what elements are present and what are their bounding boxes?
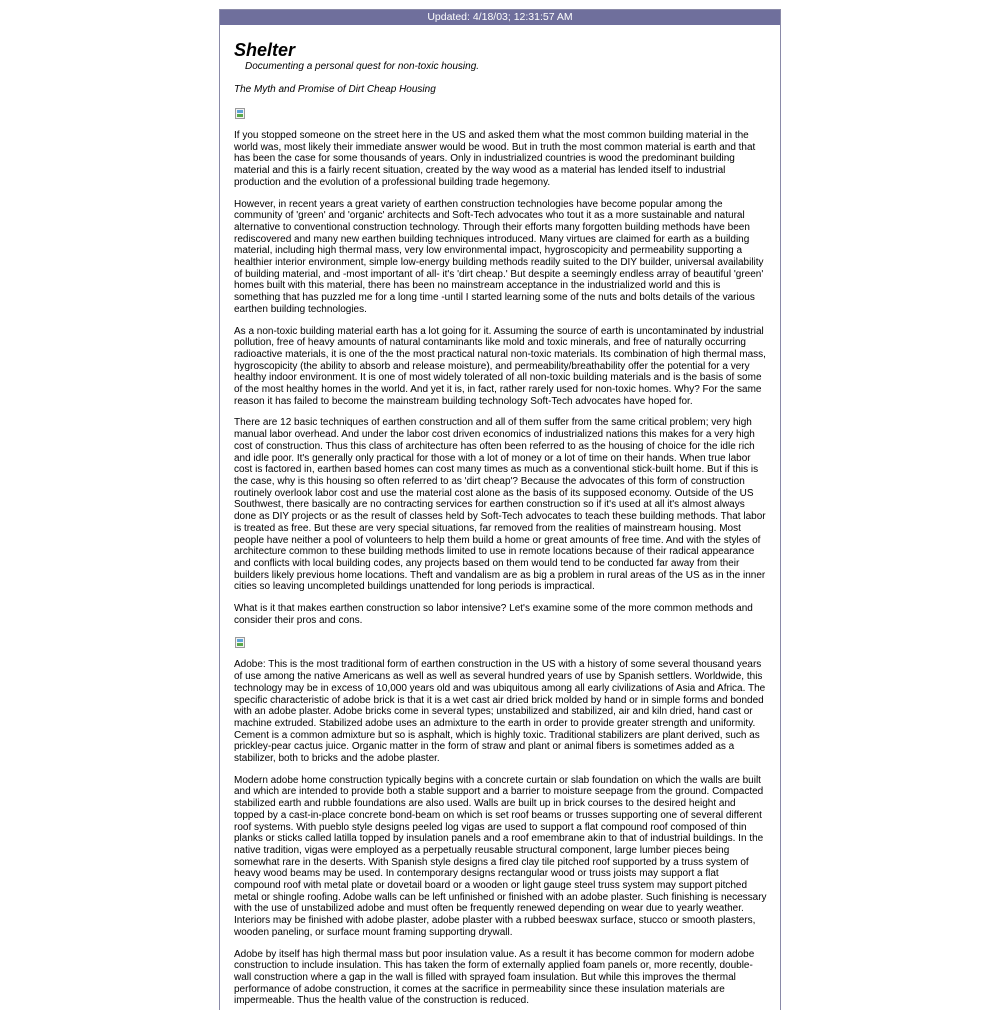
broken-image-icon bbox=[234, 636, 246, 648]
article-title: The Myth and Promise of Dirt Cheap Housing bbox=[234, 84, 436, 95]
article-paragraph: Adobe by itself has high thermal mass but poor insulation value. As a result it has become common for modern adobe construction to include insulation. This has taken the form of externally applied foam panels or, more recently, double-wall construction where a gap in the wall is filled with sprayed foam insulation. But while this improves the thermal performance of adobe construction, it comes at the sacrifice in permeability since these insulation materials are impermeable. Thus the health value of the construction is reduced. bbox=[234, 948, 755, 1007]
page-frame bbox=[219, 9, 781, 1010]
site-title[interactable]: Shelter bbox=[234, 40, 296, 60]
site-tagline: Documenting a personal quest for non-toxic housing. bbox=[245, 61, 480, 72]
article-paragraph: Modern adobe home construction typically begins with a concrete curtain or slab foundation on which the walls are built and which are intended to provide both a stable support and a barrier to moisture seepage from the ground. Compacted stabilized earth and rubble foundations are also used. Walls are built up in brick courses to the desired height and topped by a cast-in-place concrete bond-beam on which is set roof beams or trusses supporting one of several different roof systems. With pueblo style designs peeled log vigas are used to support a flat compound roof composed of thin planks or sticks called latilla topped by insulation panels and a roof emembrane akin to that of industrial buildings. In the native tradition, vigas were employed as a perpetually reusable structural component, large lumber pieces being somewhat rare in the deserts. With Spanish style designs a fired clay tile pitched roof supported by a truss system of heavy wood beams may be used. In contemporary designs rectangular wood or truss joists may support a flat compound roof with metal plate or dovetail board or a wooden or light gauge steel truss system may support pitched metal or shingle roofing. Adobe walls can be left unfinished or finished with an adobe plaster. Such finishing is necessary with the use of unstabilized adobe and must often be frequently renewed depending on wear due to yearly weather. Interiors may be finished with adobe plaster, adobe plaster with a rubbed beeswax surface, stucco or smooth plasters, wooden paneling, or surface mount framing supporting drywall. bbox=[234, 774, 767, 938]
article-paragraph: If you stopped someone on the street here in the US and asked them what the most common building material in the world was, most likely their immediate answer would be wood. But in truth the most common material is earth and that has been the case for some thousands of years. Only in industrialized countries is wood the predominant building material and this is a fairly recent situation, created by the way wood as a material has lended itself to industrial production and the evolution of a professional building trade hegemony. bbox=[234, 130, 756, 188]
content-area bbox=[220, 25, 780, 1007]
article-paragraph: There are 12 basic techniques of earthen construction and all of them suffer from the same critical problem; very high manual labor overhead. And under the labor cost driven economics of industrialized nations this makes for a very high cost of construction. Thus this class of architecture has often been referred to as the housing of choice for the idle rich and idle poor. It's generally only practical for those with a lot of money or a lot of time on their hands. When true labor cost is factored in, earthen based homes can cost many times as much as a conventional stick-built home. But if this is the case, why is this housing so often referred to as 'dirt cheap'? Because the advocates of this form of construction routinely overlook labor cost and use the material cost alone as the basis of its supposed economy. Outside of the US Southwest, there basically are no contracting services for earthen construction so if it's used at all it's almost always done as DIY projects or as the result of classes held by Soft-Tech advocates to teach these building methods. That labor is treated as free. But these are very special situations, far removed from the realities of mainstream housing. Most people have neither a pool of volunteers to help them build a home or great amounts of free time. And with the styles of architecture common to these building methods limited to use in remote locations because of their radical appearance and conflicts with local building codes, any projects based on them would tend to be conducted far away from their builders likely previous home locations. Theft and vandalism are as big a problem in rural areas of the US as in the inner cities so leaving uncompleted buildings unattended for long periods is impractical. bbox=[234, 417, 766, 593]
article-paragraph: What is it that makes earthen construction so labor intensive? Let's examine some of the more common methods and consider their pros and cons. bbox=[234, 603, 753, 626]
article-paragraph: Adobe: This is the most traditional form of earthen construction in the US with a history of some several thousand years of use among the native Americans as well as well as several hundred years of use by Spanish settlers. Worldwide, this technology may be in excess of 10,000 years old and was ubiquitous among all early civilizations of Asia and Africa. The specific characteristic of adobe brick is that it is a wet cast air dried brick molded by hand or in simple forms and bonded with an adobe plaster. Adobe bricks come in several types; unstabilized and stabilized, air and kiln dried, hand cast or machine extruded. Stabilized adobe uses an admixture to the earth in order to provide greater strength and uniformity. Cement is a common admixture but so is asphalt, which is highly toxic. Traditional stabilizers are plant derived, such as prickley-pear cactus juice. Organic matter in the form of straw and plant or animal fibers is sometimes added as a stabilizer, both to bricks and the adobe plaster. bbox=[234, 659, 766, 765]
broken-image-icon bbox=[234, 107, 246, 119]
article-paragraph: As a non-toxic building material earth has a lot going for it. Assuming the source of earth is uncontaminated by industrial pollution, free of heavy amounts of natural contaminants like mold and toxic minerals, and free of naturally occurring radioactive materials, it is one of the the most practical natural non-toxic materials. Its combination of high thermal mass, hygroscopicity (the ability to absorb and release moisture), and permeability/breathability offer the potential for a very healthy indoor environment. It is one of most widely tolerated of all non-toxic building materials and is the basis of some of the most healthy homes in the world. And yet it is, in fact, rather rarely used for non-toxic homes. Why? For the same reason it has failed to become the mainstream building technology Soft-Tech advocates have hoped for. bbox=[234, 325, 766, 407]
article-paragraph: However, in recent years a great variety of earthen construction technologies have become popular among the community of 'green' and 'organic' architects and Soft-Tech advocates who tout it as a more sustainable and natural alternative to conventional construction technology. Through their efforts many forgotten building methods have been rediscovered and many new earthen building techniques introduced. Many virtues are claimed for earth as a building material, including high thermal mass, very low environmental impact, hygroscopicity and permeability supporting a healthier interior environment, simple low-energy building methods readily suited to the DIY builder, universal availability of building material, and -most important of all- it's 'dirt cheap.' But despite a seemingly endless array of beautiful 'green' homes built with this material, there has been no mainstream acceptance in the industrialized world and this is something that has puzzled me for a long time -until I started learning some of the nuts and bolts details of the various earthen building technologies. bbox=[234, 198, 764, 315]
updated-timestamp-bar: Updated: 4/18/03; 12:31:57 AM bbox=[220, 10, 780, 25]
